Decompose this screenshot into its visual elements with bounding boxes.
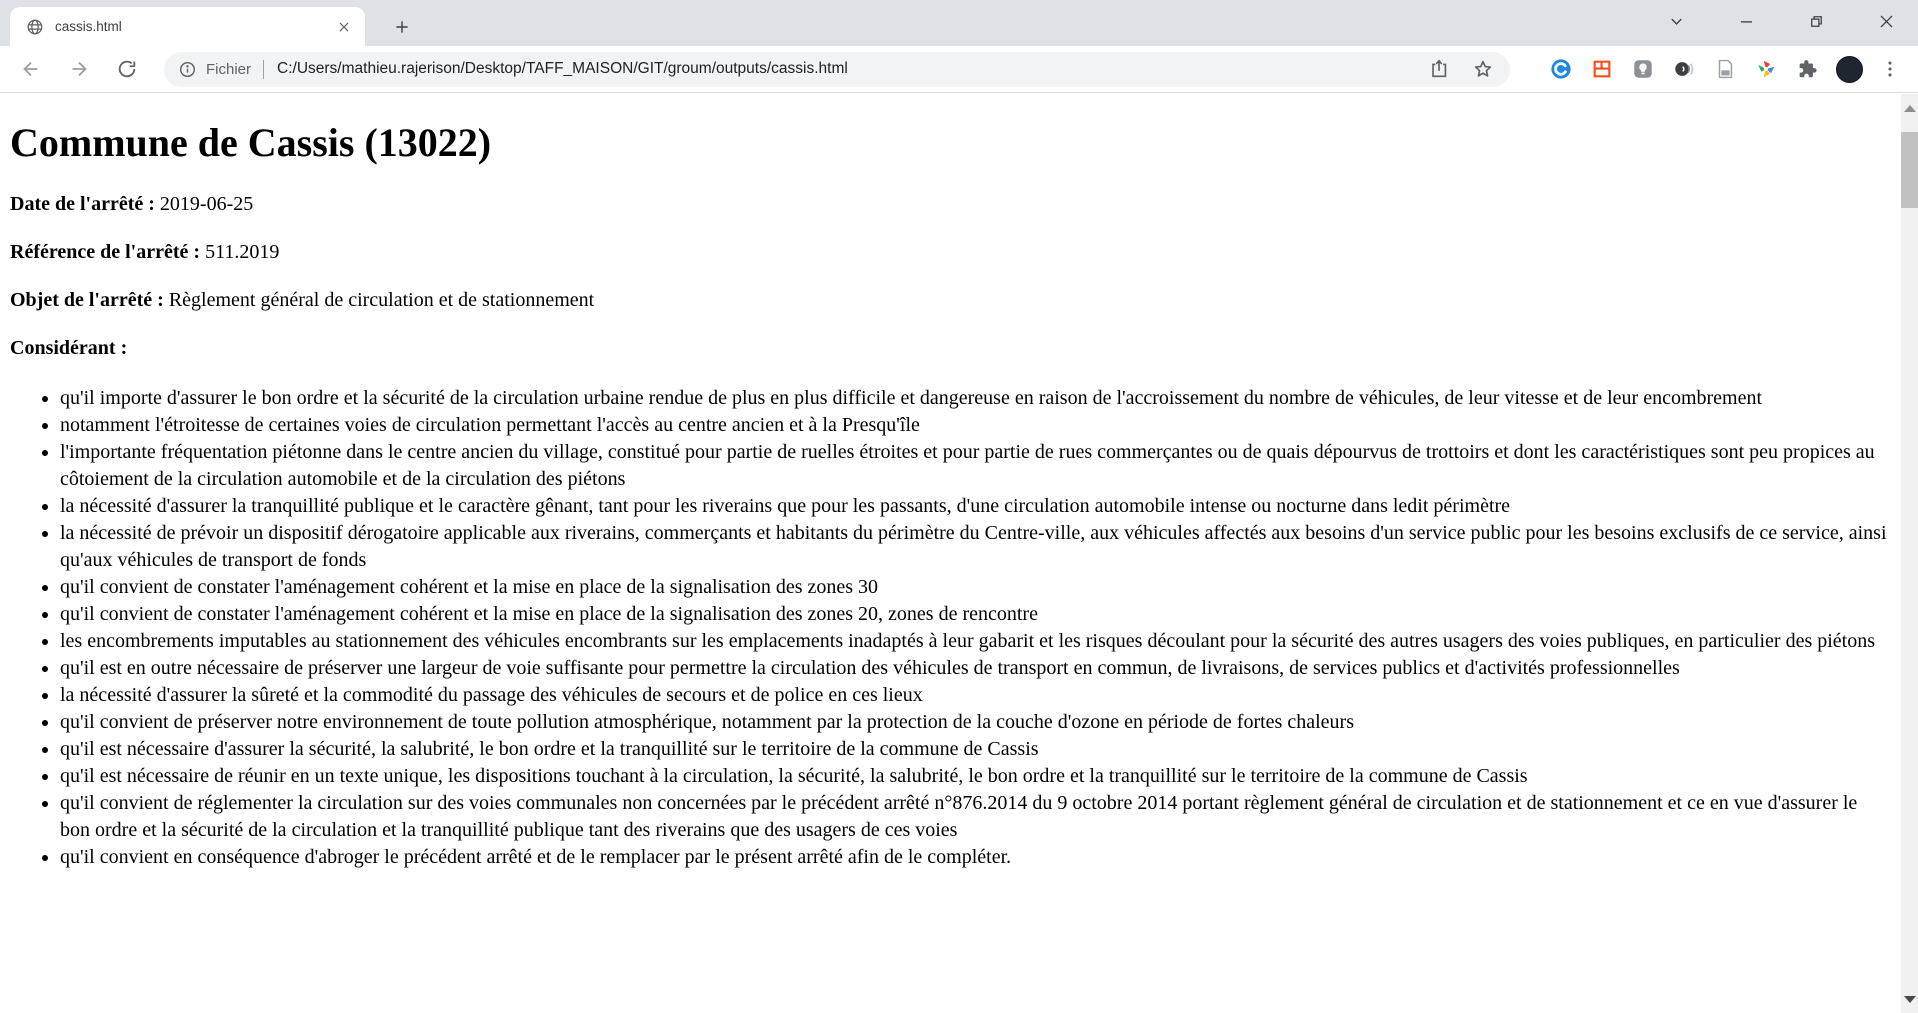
page-info-icon[interactable] — [178, 60, 197, 79]
share-icon — [1428, 58, 1450, 80]
url-scheme-label: Fichier — [206, 60, 252, 78]
consideration-item: • qu'il convient de constater l'aménagement cohérent et la mise en place de la signalisation des zones 30 — [60, 574, 1888, 601]
restore-icon — [1807, 12, 1826, 31]
lightbulb-extension-icon[interactable] — [1631, 57, 1655, 81]
blue-c-extension-icon[interactable] — [1549, 57, 1573, 81]
scrollbar-thumb[interactable] — [1901, 132, 1918, 208]
profile-avatar[interactable] — [1836, 56, 1863, 83]
field-objet-label: Objet de l'arrêté : — [10, 289, 164, 311]
consideration-item: • qu'il est nécessaire de réunir en un texte unique, les dispositions touchant à la circulation, la sécurité, la salubrité, le bon ordre et la tranquillité sur le territoire de la commune de Cassis — [60, 763, 1888, 790]
tab-cassis[interactable] — [10, 7, 365, 46]
extension-area — [1532, 56, 1902, 83]
back-button[interactable] — [14, 52, 48, 86]
minimize-icon — [1737, 12, 1756, 31]
plus-icon — [393, 18, 411, 36]
tab-title: cassis.html — [55, 19, 122, 34]
reload-icon — [116, 58, 138, 80]
consideration-item: • qu'il est en outre nécessaire de préserver une largeur de voie suffisante pour permettre la circulation des véhicules de transport en commun, de livraisons, de services publics et d'activités professionnelles — [60, 655, 1888, 682]
consideration-item: • la nécessité de prévoir un dispositif dérogatoire applicable aux riverains, commerçants et habitants du périmètre du Centre-ville, aux véhicules affectés aux besoins d'un service public pour les besoins exclusifs de ce service, ainsi qu'aux véhicules de transport de fonds — [60, 520, 1888, 574]
new-tab-button[interactable] — [388, 13, 416, 41]
field-objet — [10, 289, 1888, 312]
globe-favicon-icon — [26, 18, 44, 36]
scroll-down-button[interactable] — [1901, 991, 1918, 1008]
scroll-down-arrow-icon — [1904, 996, 1916, 1003]
url-text[interactable]: C:/Users/mathieu.rajerison/Desktop/TAFF_MAISON/GIT/groum/outputs/cassis.html — [277, 60, 848, 77]
forward-button[interactable] — [62, 52, 96, 86]
page-content — [0, 93, 1918, 1012]
browser-menu-button[interactable] — [1878, 57, 1902, 81]
browser-toolbar — [0, 46, 1918, 93]
bookmark-button[interactable] — [1472, 58, 1494, 80]
considerations-list — [10, 385, 1888, 871]
window-controls — [1624, 0, 1904, 42]
restore-button[interactable] — [1798, 3, 1834, 39]
extensions-puzzle-icon[interactable] — [1795, 57, 1819, 81]
close-icon — [1877, 12, 1896, 31]
field-reference-value: 511.2019 — [205, 241, 280, 263]
field-reference — [10, 241, 1888, 264]
share-button[interactable] — [1428, 58, 1450, 80]
field-objet-value: Règlement général de circulation et de stationnement — [168, 289, 595, 311]
reload-button[interactable] — [110, 52, 144, 86]
field-date-value: 2019-06-25 — [159, 193, 254, 215]
minimize-button[interactable] — [1728, 3, 1764, 39]
consideration-item: • qu'il convient de constater l'aménagement cohérent et la mise en place de la signalisation des zones 20, zones de rencontre — [60, 601, 1888, 628]
considerant-heading: Considérant : — [10, 337, 128, 359]
star-icon — [1472, 58, 1494, 80]
consideration-item: • qu'il est nécessaire d'assurer la sécurité, la salubrité, le bon ordre et la tranquillité sur le territoire de la commune de Cassis — [60, 736, 1888, 763]
tab-strip — [0, 0, 1918, 46]
consideration-item: • qu'il importe d'assurer le bon ordre et la sécurité de la circulation urbaine rendue de plus en plus difficile et dangereuse en raison de l'accroissement du nombre de véhicules, de leur vitesse et de leur encombrement — [60, 385, 1888, 412]
consideration-item: • l'importante fréquentation piétonne dans le centre ancien du village, constitué pour partie de ruelles étroites et pour partie de rues commerçantes ou de quais dépourvus de trottoirs et dont les caractéristiques sont peu propices au côtoiement de la circulation automobile et de la circulation des piétons — [60, 439, 1888, 493]
field-date — [10, 193, 1888, 216]
consideration-item: • notamment l'étroitesse de certaines voies de circulation permettant l'accès au centre ancien et à la Presqu'île — [60, 412, 1888, 439]
url-separator — [263, 60, 264, 79]
orange-layout-extension-icon[interactable] — [1590, 57, 1614, 81]
kebab-menu-icon — [1879, 58, 1901, 80]
tab-close-icon[interactable] — [335, 18, 353, 36]
chevron-down-icon — [1667, 12, 1686, 31]
consideration-item: • qu'il convient de réglementer la circulation sur des voies communales non concernées par le précédent arrêté n°876.2014 du 9 octobre 2014 portant règlement général de circulation et de stationnement et ce en vue d'assurer le bon ordre et la sécurité de la circulation et la tranquillité publique tant des riverains que des usagers de ces voies — [60, 790, 1888, 844]
forward-arrow-icon — [68, 58, 90, 80]
consideration-item: • les encombrements imputables au stationnement des véhicules encombrants sur les emplacements inadaptés à leur gabarit et les risques découlant pour la sécurité des autres usagers des voies publiques, en particulier des piétons — [60, 628, 1888, 655]
back-arrow-icon — [20, 58, 42, 80]
document-extension-icon[interactable] — [1713, 57, 1737, 81]
read-aloud-extension-icon[interactable] — [1672, 57, 1696, 81]
page-title: Commune de Cassis (13022) — [10, 120, 492, 165]
field-reference-label: Référence de l'arrêté : — [10, 241, 201, 263]
consideration-item: • qu'il convient de préserver notre environnement de toute pollution atmosphérique, notamment par la protection de la couche d'ozone en période de fortes chaleurs — [60, 709, 1888, 736]
color-star-extension-icon[interactable] — [1754, 57, 1778, 81]
address-bar[interactable] — [164, 52, 1510, 87]
scroll-up-arrow-icon — [1904, 105, 1916, 112]
tab-search-button[interactable] — [1658, 3, 1694, 39]
field-date-label: Date de l'arrêté : — [10, 193, 155, 215]
consideration-item: • qu'il convient en conséquence d'abroger le précédent arrêté et de le remplacer par le présent arrêté afin de le compléter. — [60, 844, 1888, 871]
close-window-button[interactable] — [1868, 3, 1904, 39]
scroll-up-button[interactable] — [1901, 100, 1918, 117]
consideration-item: • la nécessité d'assurer la sûreté et la commodité du passage des véhicules de secours et de police en ces lieux — [60, 682, 1888, 709]
consideration-item: • la nécessité d'assurer la tranquillité publique et le caractère gênant, tant pour les riverains que pour les passants, d'une circulation automobile intense ou nocturne dans ledit périmètre — [60, 493, 1888, 520]
vertical-scrollbar[interactable] — [1901, 94, 1918, 1013]
